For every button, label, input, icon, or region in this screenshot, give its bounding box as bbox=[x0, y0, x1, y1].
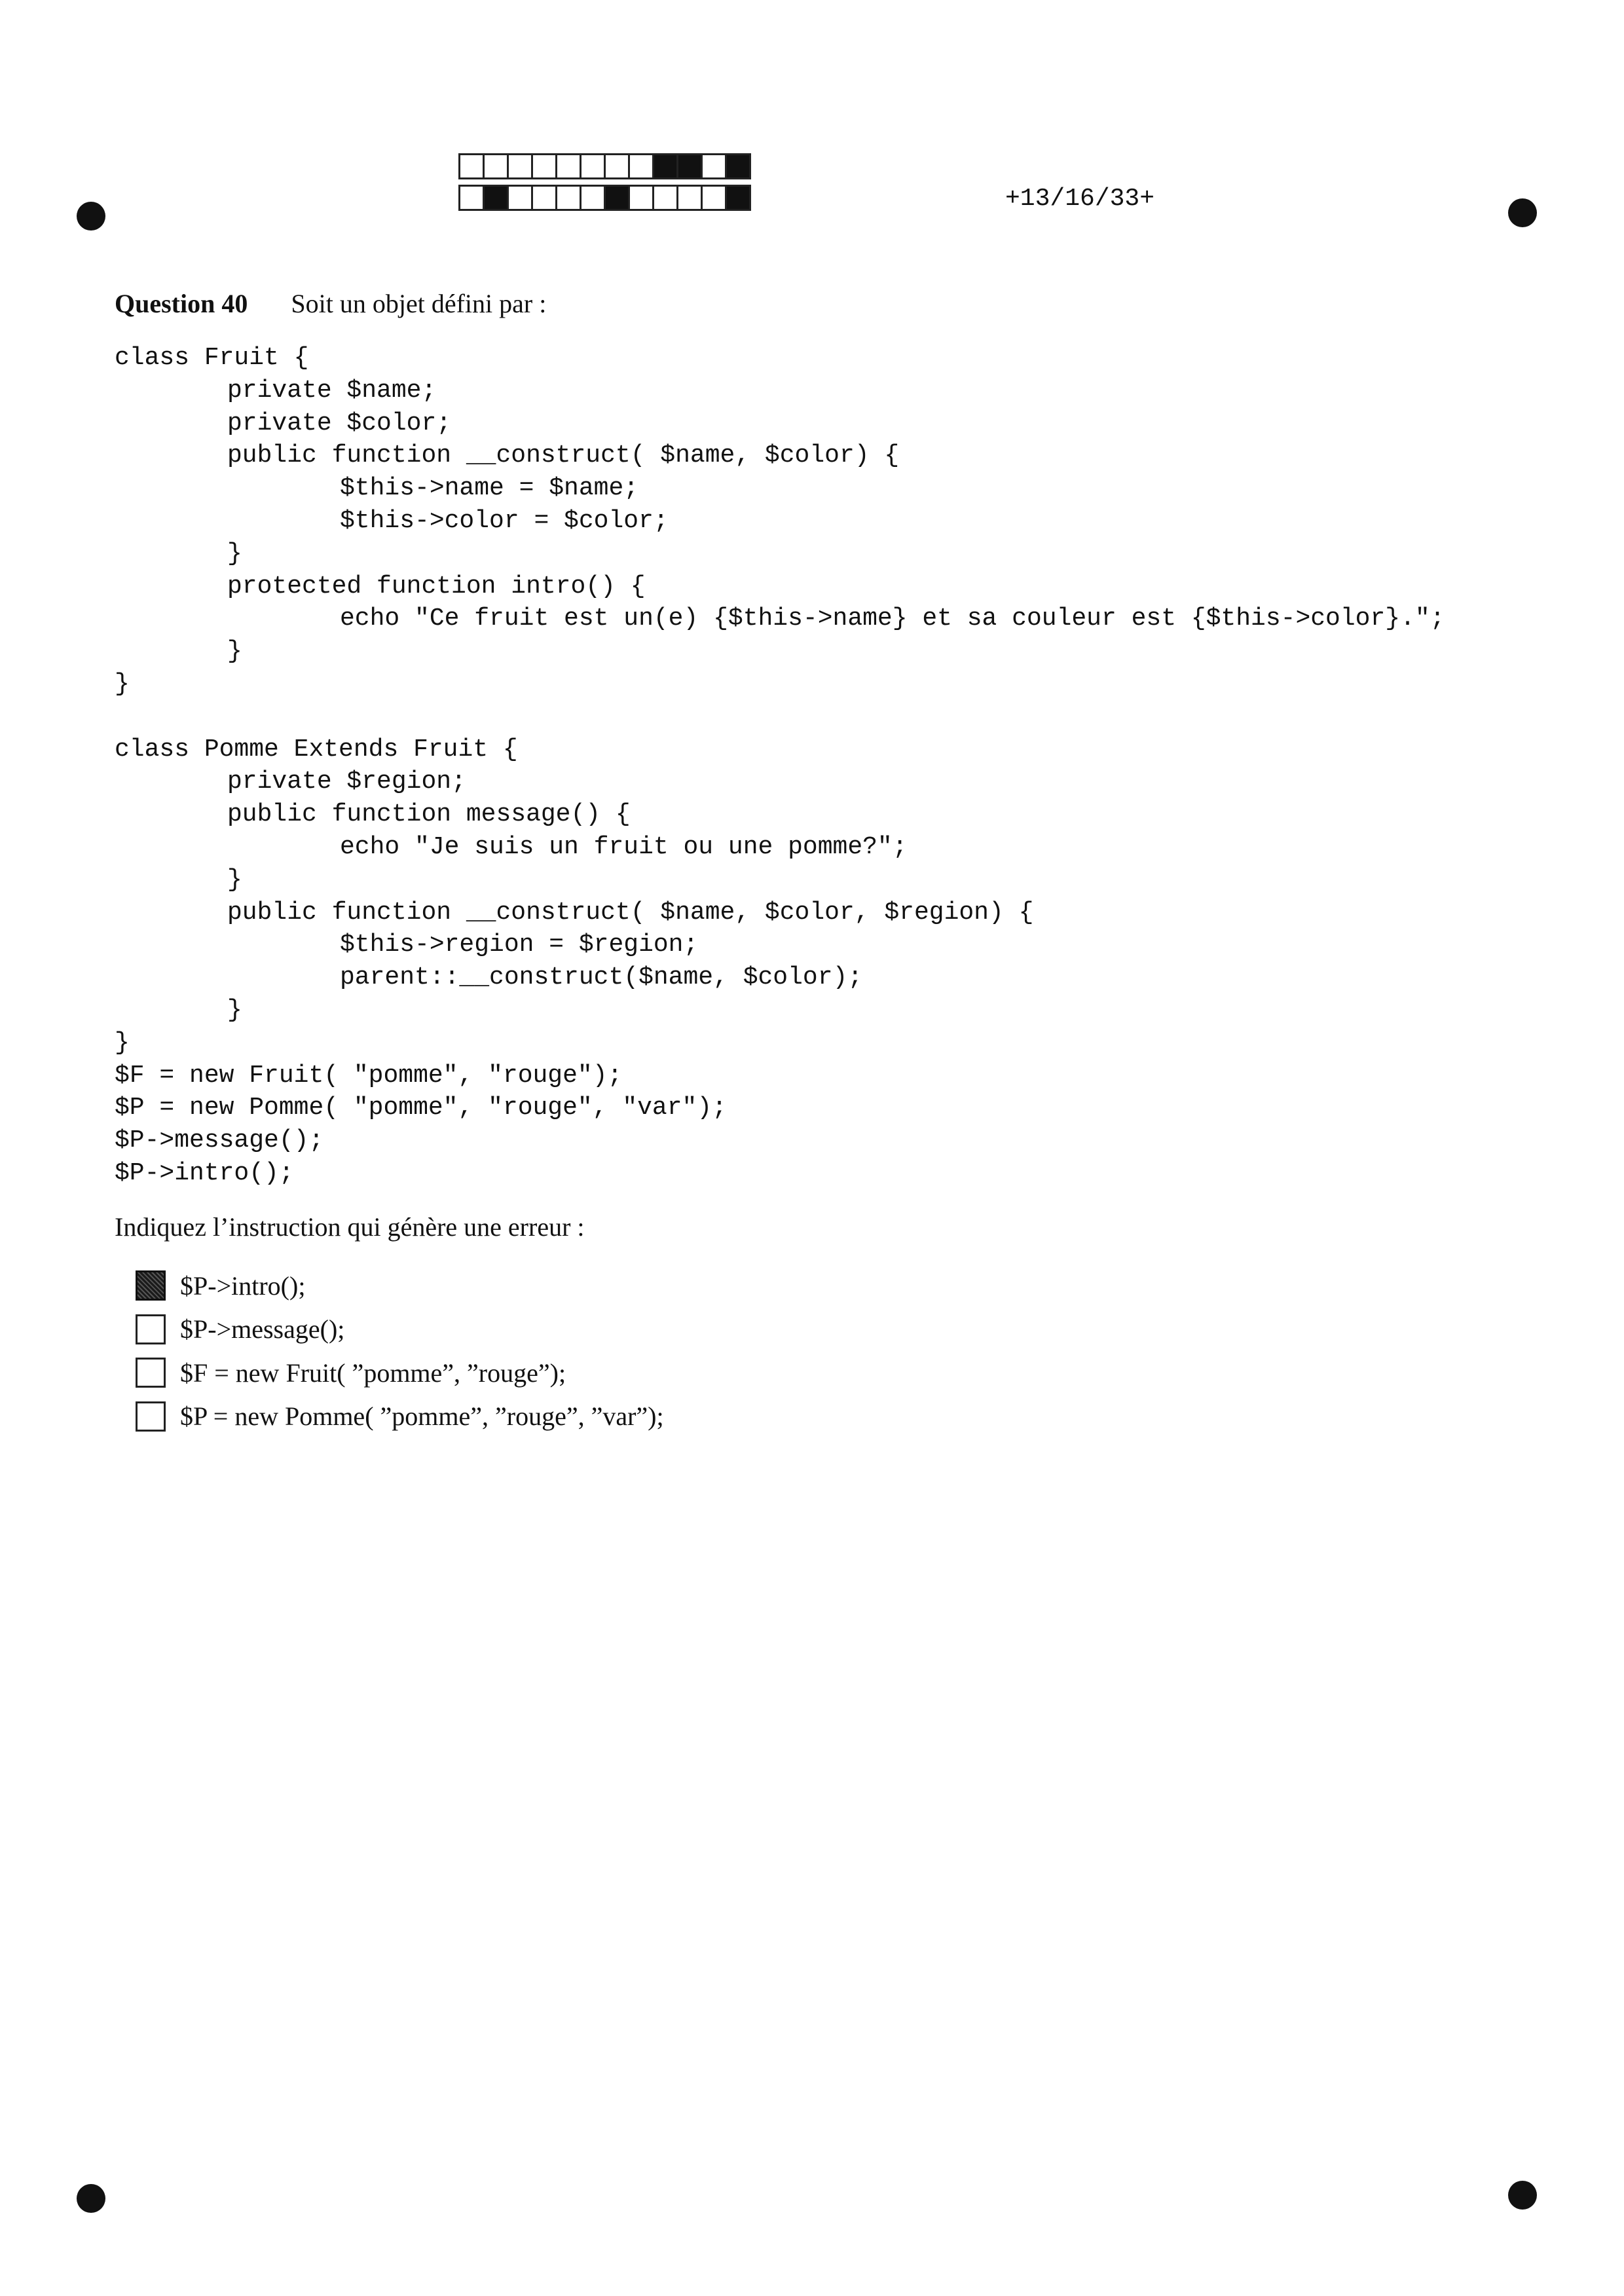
code-line: class Fruit { bbox=[115, 344, 309, 372]
barcode-cell bbox=[604, 153, 630, 179]
code-line: class Pomme Extends Fruit { bbox=[115, 735, 518, 764]
question-intro: Soit un objet défini par : bbox=[291, 289, 547, 318]
code-line: private $color; bbox=[227, 409, 452, 437]
registration-mark-top-right bbox=[1508, 198, 1537, 227]
code-line: } bbox=[227, 539, 242, 568]
barcode-cell bbox=[555, 153, 581, 179]
code-line: } bbox=[115, 1028, 130, 1057]
barcode-cell bbox=[531, 153, 557, 179]
barcode-cell bbox=[701, 153, 727, 179]
answer-option-label: $P = new Pomme( ”pomme”, ”rouge”, ”var”); bbox=[180, 1401, 664, 1432]
answer-option[interactable] bbox=[136, 1395, 664, 1439]
code-line: public function message() { bbox=[227, 800, 631, 829]
registration-mark-bottom-left bbox=[77, 2184, 105, 2213]
answer-options bbox=[136, 1264, 664, 1438]
barcode-cell bbox=[507, 185, 533, 211]
code-line: public function __construct( $name, $color, $region) { bbox=[227, 898, 1034, 927]
barcode-cell bbox=[628, 185, 654, 211]
barcode-cell bbox=[604, 185, 630, 211]
answer-checkbox[interactable] bbox=[136, 1270, 166, 1301]
code-line: $P->intro(); bbox=[115, 1158, 294, 1187]
registration-mark-bottom-right bbox=[1508, 2181, 1537, 2210]
answer-option[interactable] bbox=[136, 1308, 664, 1352]
barcode-cell bbox=[458, 153, 485, 179]
code-line: $P->message(); bbox=[115, 1126, 324, 1155]
page-barcode bbox=[458, 153, 749, 216]
answer-checkbox[interactable] bbox=[136, 1314, 166, 1344]
barcode-cell bbox=[555, 185, 581, 211]
barcode-row bbox=[458, 153, 749, 179]
code-line: public function __construct( $name, $color) { bbox=[227, 441, 900, 470]
answer-option[interactable] bbox=[136, 1264, 664, 1308]
barcode-cell bbox=[676, 185, 703, 211]
barcode-cell bbox=[701, 185, 727, 211]
registration-mark-top-left bbox=[77, 202, 105, 231]
code-line: } bbox=[227, 865, 242, 894]
code-line: parent::__construct($name, $color); bbox=[340, 963, 863, 992]
answer-option[interactable] bbox=[136, 1351, 664, 1395]
question-prompt: Indiquez l’instruction qui génère une erreur : bbox=[115, 1212, 585, 1242]
page-identifier: +13/16/33+ bbox=[1005, 185, 1155, 213]
code-line: private $region; bbox=[227, 768, 466, 796]
question-number: Question 40 bbox=[115, 289, 248, 318]
code-line bbox=[115, 701, 1445, 733]
code-line: $this->region = $region; bbox=[340, 931, 699, 959]
barcode-cell bbox=[483, 153, 509, 179]
code-line: $this->color = $color; bbox=[340, 506, 669, 535]
code-line: echo "Je suis un fruit ou une pomme?"; bbox=[340, 832, 908, 861]
barcode-cell bbox=[652, 153, 678, 179]
barcode-cell bbox=[531, 185, 557, 211]
barcode-cell bbox=[628, 153, 654, 179]
answer-checkbox[interactable] bbox=[136, 1401, 166, 1432]
barcode-cell bbox=[483, 185, 509, 211]
barcode-cell bbox=[725, 153, 751, 179]
answer-checkbox[interactable] bbox=[136, 1358, 166, 1388]
barcode-cell bbox=[580, 153, 606, 179]
question-header bbox=[115, 288, 546, 319]
answer-option-label: $F = new Fruit( ”pomme”, ”rouge”); bbox=[180, 1358, 566, 1388]
barcode-cell bbox=[507, 153, 533, 179]
barcode-cell bbox=[652, 185, 678, 211]
code-listing bbox=[115, 342, 1445, 1190]
answer-option-label: $P->message(); bbox=[180, 1314, 345, 1344]
barcode-cell bbox=[458, 185, 485, 211]
code-line: $this->name = $name; bbox=[340, 474, 639, 503]
code-line: echo "Ce fruit est un(e) {$this->name} et sa couleur est {$this->color}."; bbox=[340, 604, 1445, 633]
code-line: $P = new Pomme( "pomme", "rouge", "var"); bbox=[115, 1094, 727, 1122]
barcode-row bbox=[458, 185, 749, 211]
code-line: private $name; bbox=[227, 376, 437, 405]
code-line: } bbox=[115, 669, 130, 698]
barcode-cell bbox=[580, 185, 606, 211]
barcode-cell bbox=[676, 153, 703, 179]
code-line: protected function intro() { bbox=[227, 572, 646, 601]
barcode-cell bbox=[725, 185, 751, 211]
code-line: $F = new Fruit( "pomme", "rouge"); bbox=[115, 1061, 623, 1090]
code-line: } bbox=[227, 637, 242, 666]
code-line: } bbox=[227, 995, 242, 1024]
answer-option-label: $P->intro(); bbox=[180, 1270, 306, 1301]
